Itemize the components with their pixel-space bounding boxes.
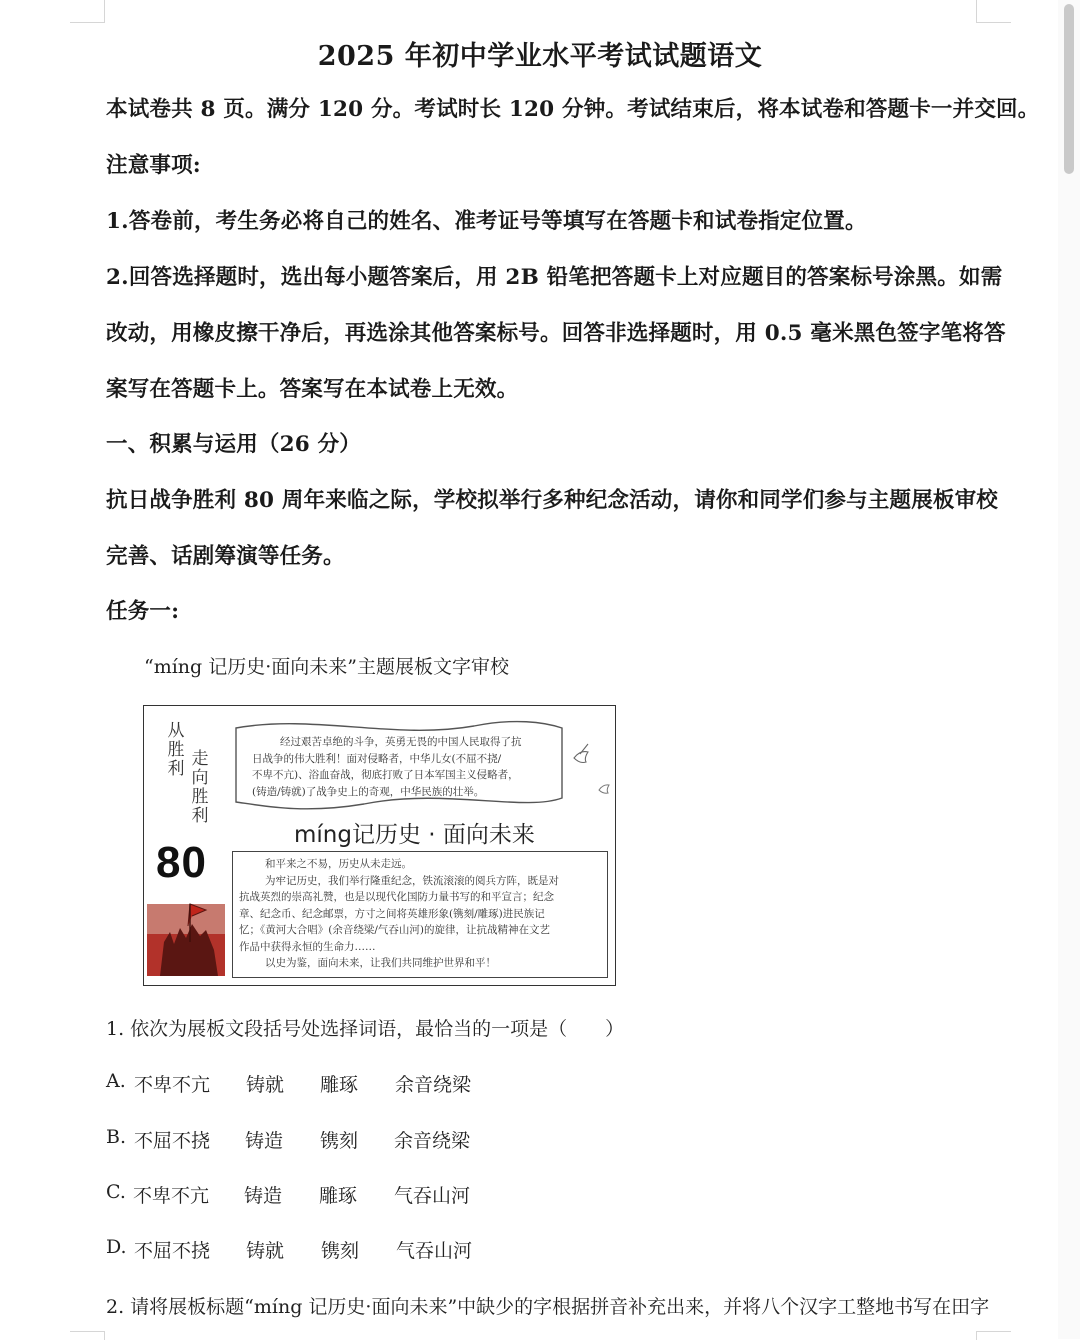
notice-item-2-line: 改动，用橡皮擦干净后，再选涂其他答案标号。回答非选择题时，用 0.5 毫米黑色签字笔将答 <box>106 321 1006 346</box>
notice-item-2-line: 案写在答题卡上。答案写在本试卷上无效。 <box>106 377 519 402</box>
board-body-text <box>239 856 603 972</box>
option-word: 不卑不亢 <box>134 1074 211 1096</box>
soldiers-flag-image <box>147 904 225 976</box>
option-word: 镌刻 <box>321 1240 360 1262</box>
option-word: 余音绕梁 <box>394 1130 471 1152</box>
option-word: 镌刻 <box>320 1130 359 1152</box>
page-corner-mark <box>70 0 105 23</box>
option-word: 余音绕梁 <box>395 1074 472 1096</box>
option-label: D. <box>106 1236 127 1258</box>
question-2: 2. 请将展板标题“míng 记历史·面向未来”中缺少的字根据拼音补充出来，并将八个汉字工整地书写在田字 <box>106 1296 990 1318</box>
board-body-line: 以史为鉴，面向未来，让我们共同维护世界和平！ <box>265 957 496 969</box>
notice-item-1: 1.答卷前，考生务必将自己的姓名、准考证号等填写在答题卡和试卷指定位置。 <box>106 209 867 234</box>
option-word: 不屈不挠 <box>134 1130 211 1152</box>
exam-intro: 本试卷共 8 页。满分 120 分。考试时长 120 分钟。考试结束后，将本试卷和答题卡一并交回。 <box>106 97 1040 122</box>
banner-line: 日战争的伟大胜利！面对侵略者，中华儿女(不屈不挠/ <box>252 752 502 765</box>
option-word: 铸就 <box>246 1240 285 1262</box>
board-body-line: 抗战英烈的崇高礼赞，也是以现代化国防力量书写的和平宣言；纪念 <box>239 891 554 903</box>
option-word: 铸造 <box>245 1130 284 1152</box>
option-label: B. <box>106 1126 127 1148</box>
scrollbar[interactable] <box>1058 0 1080 1339</box>
context-line: 完善、话剧筹演等任务。 <box>106 544 345 569</box>
board-body-line: 为牢记历史，我们举行隆重纪念，铁流滚滚的阅兵方阵，既是对 <box>265 874 559 887</box>
board-anniversary-number: 80 <box>156 838 207 887</box>
banner-line: 经过艰苦卓绝的斗争，英勇无畏的中国人民取得了抗 <box>280 736 522 748</box>
dove-icon <box>574 744 588 763</box>
page-corner-mark <box>976 0 1011 23</box>
banner-line: (铸造/铸就)了战争史上的奇观，中华民族的壮举。 <box>252 785 485 798</box>
exhibition-board <box>143 705 616 986</box>
notice-item-2-line: 2.回答选择题时，选出每小题答案后，用 2B 铅笔把答题卡上对应题目的答案标号涂黑。如需 <box>106 265 1003 290</box>
board-heading: míng记历史 · 面向未来 <box>294 822 535 848</box>
section-heading: 一、积累与运用（26 分） <box>106 432 362 457</box>
context-line: 抗日战争胜利 80 周年来临之际，学校拟举行多种纪念活动，请你和同学们参与主题展板审校 <box>106 488 998 513</box>
task-heading: 任务一: <box>106 599 180 624</box>
option-label: A. <box>106 1070 126 1092</box>
dove-icon <box>599 785 609 793</box>
option-label: C. <box>106 1181 126 1203</box>
board-body-box <box>232 851 608 978</box>
option-word: 气吞山河 <box>396 1240 473 1262</box>
board-vertical-text: 走向胜利 <box>191 749 209 826</box>
banner-text <box>252 734 562 800</box>
option-word: 铸造 <box>244 1185 283 1207</box>
board-vertical-text: 从胜利 <box>167 721 185 779</box>
board-caption: “míng 记历史·面向未来”主题展板文字审校 <box>144 656 509 678</box>
option-word: 气吞山河 <box>394 1185 471 1207</box>
board-body-line: 作品中获得永恒的生命力…… <box>239 940 376 953</box>
board-body-line: 和平来之不易，历史从未走远。 <box>265 858 412 870</box>
question-1: 1. 依次为展板文段括号处选择词语，最恰当的一项是（ ） <box>106 1018 625 1040</box>
option-word: 铸就 <box>246 1074 285 1096</box>
page-title: 2025 年初中学业水平考试试题语文 <box>317 41 763 72</box>
option-word: 不屈不挠 <box>134 1240 211 1262</box>
notice-heading: 注意事项: <box>106 153 201 178</box>
board-body-line: 忆；《黄河大合唱》(余音绕梁/气吞山河)的旋律，让抗战精神在文艺 <box>239 924 550 936</box>
scrollbar-thumb[interactable] <box>1064 4 1074 174</box>
option-word: 雕琢 <box>320 1074 359 1096</box>
banner-line: 不卑不亢)、浴血奋战，彻底打败了日本军国主义侵略者， <box>252 769 519 781</box>
option-word: 雕琢 <box>319 1185 358 1207</box>
option-word: 不卑不亢 <box>133 1185 210 1207</box>
board-body-line: 章、纪念币、纪念邮票，方寸之间将英雄形象(镌刻/雕琢)进民族记 <box>239 907 545 920</box>
